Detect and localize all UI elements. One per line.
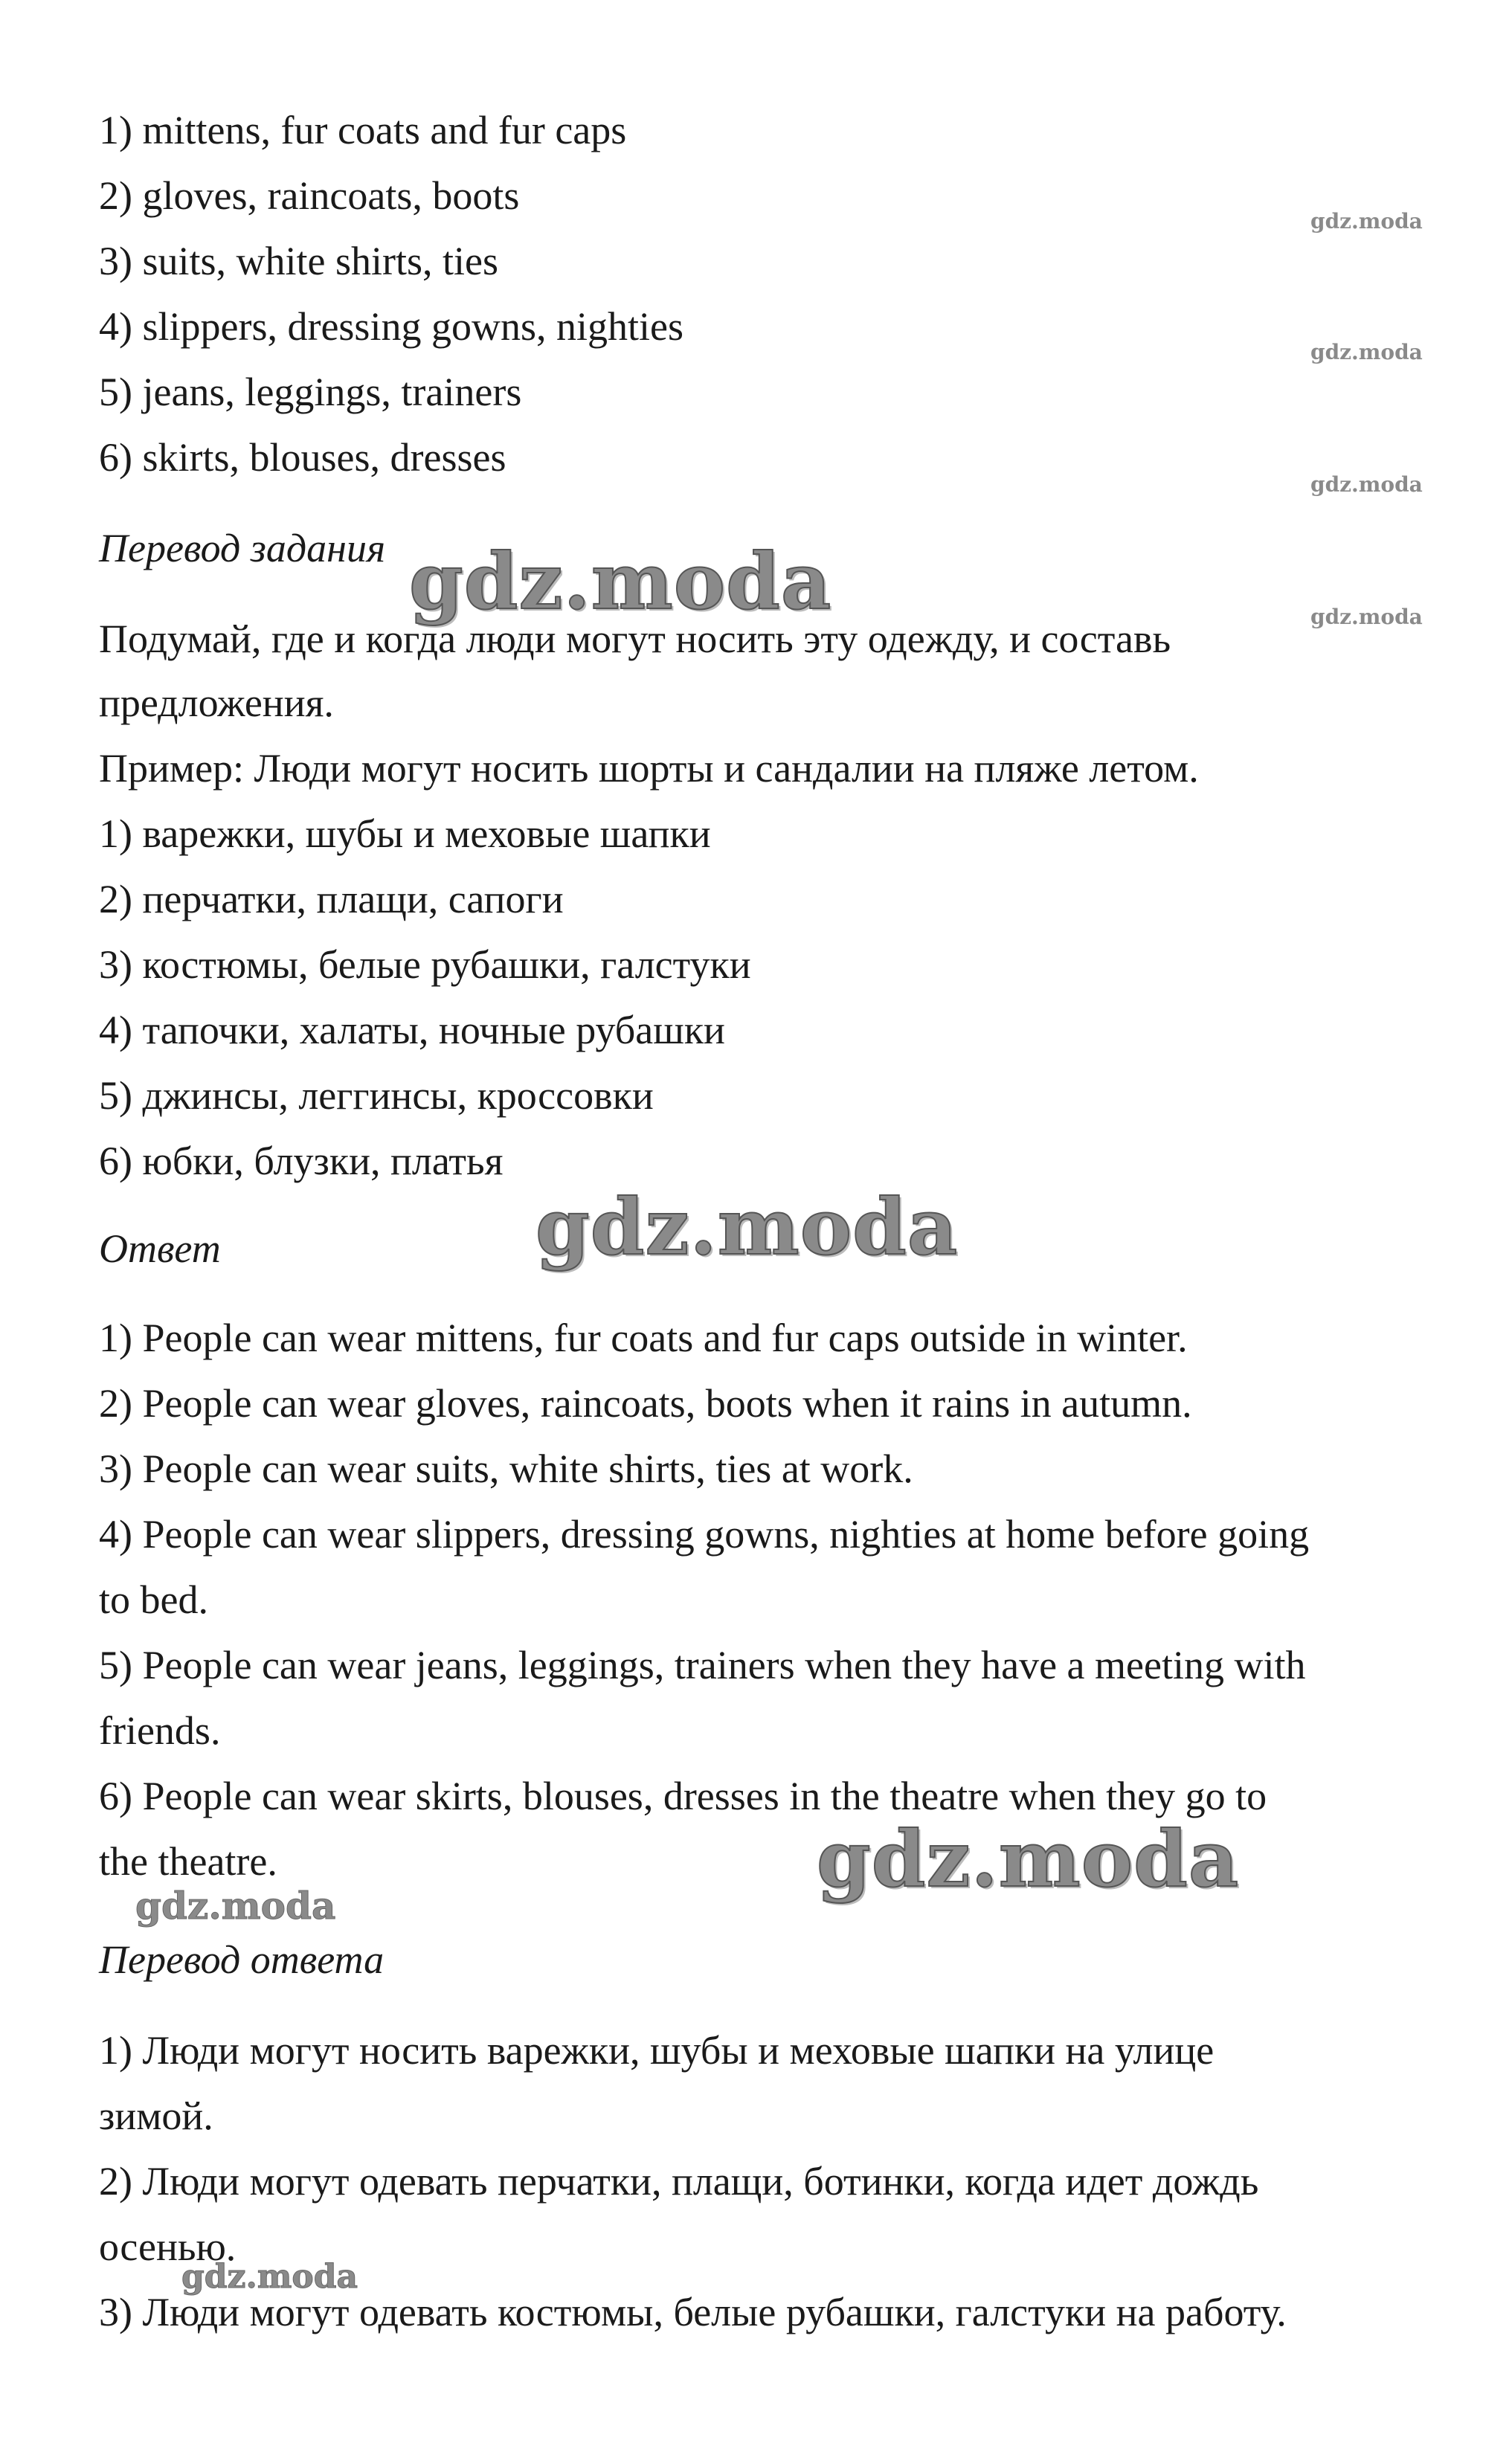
watermark-large: gdz.moda	[817, 1813, 1240, 1905]
english-item: 5) jeans, leggings, trainers	[99, 370, 522, 414]
task-translation-line: Подумай, где и когда люди могут носить эту одежду, и составь	[99, 617, 1171, 661]
answer-line: the theatre.	[99, 1839, 277, 1884]
answer-translation-line: 1) Люди могут носить варежки, шубы и меховые шапки на улице	[99, 2028, 1215, 2073]
task-translation-item: 3) костюмы, белые рубашки, галстуки	[99, 942, 751, 987]
task-translation-heading: Перевод задания	[99, 526, 386, 570]
task-translation-item: 6) юбки, блузки, платья	[99, 1139, 504, 1183]
watermark-large: gdz.moda	[409, 535, 832, 627]
watermark-small: gdz.moda	[1310, 209, 1423, 234]
task-translation-item: 5) джинсы, леггинсы, кроссовки	[99, 1073, 654, 1118]
task-translation-item: 2) перчатки, плащи, сапоги	[99, 877, 564, 921]
english-item: 1) mittens, fur coats and fur caps	[99, 108, 627, 152]
answer-translation-line: 3) Люди могут одевать костюмы, белые рубашки, галстуки на работу.	[99, 2290, 1287, 2334]
task-translation-item: 1) варежки, шубы и меховые шапки	[99, 811, 711, 856]
answer-line: to bed.	[99, 1577, 208, 1622]
answer-line: 5) People can wear jeans, leggings, trainers when they have a meeting with	[99, 1643, 1306, 1687]
english-item: 3) suits, white shirts, ties	[99, 239, 498, 283]
watermark-small: gdz.moda	[1310, 472, 1423, 497]
answer-line: 2) People can wear gloves, raincoats, boots when it rains in autumn.	[99, 1381, 1192, 1426]
answer-heading: Ответ	[99, 1226, 221, 1271]
answer-line: 4) People can wear slippers, dressing gowns, nighties at home before going	[99, 1512, 1310, 1557]
english-item: 4) slippers, dressing gowns, nighties	[99, 304, 683, 349]
english-item: 2) gloves, raincoats, boots	[99, 173, 520, 218]
answer-line: 6) People can wear skirts, blouses, dresses in the theatre when they go to	[99, 1774, 1267, 1818]
answer-translation-line: осенью.	[99, 2224, 237, 2269]
answer-line: friends.	[99, 1708, 221, 1753]
watermark-medium: gdz.moda	[135, 1884, 336, 1928]
watermark-small: gdz.moda	[1310, 605, 1423, 629]
answer-translation-heading: Перевод ответа	[99, 1937, 385, 1982]
task-example-line: Пример: Люди могут носить шорты и сандалии на пляже летом.	[99, 746, 1199, 791]
answer-translation-line: 2) Люди могут одевать перчатки, плащи, ботинки, когда идет дождь	[99, 2159, 1259, 2204]
english-item: 6) skirts, blouses, dresses	[99, 435, 506, 480]
watermark-large: gdz.moda	[535, 1181, 959, 1272]
answer-line: 1) People can wear mittens, fur coats and fur caps outside in winter.	[99, 1316, 1188, 1360]
watermark-small: gdz.moda	[1310, 340, 1423, 364]
answer-line: 3) People can wear suits, white shirts, ties at work.	[99, 1446, 913, 1491]
task-translation-item: 4) тапочки, халаты, ночные рубашки	[99, 1008, 725, 1052]
watermark-medium: gdz.moda	[181, 2258, 358, 2296]
task-translation-line: предложения.	[99, 680, 334, 725]
answer-translation-line: зимой.	[99, 2093, 213, 2138]
